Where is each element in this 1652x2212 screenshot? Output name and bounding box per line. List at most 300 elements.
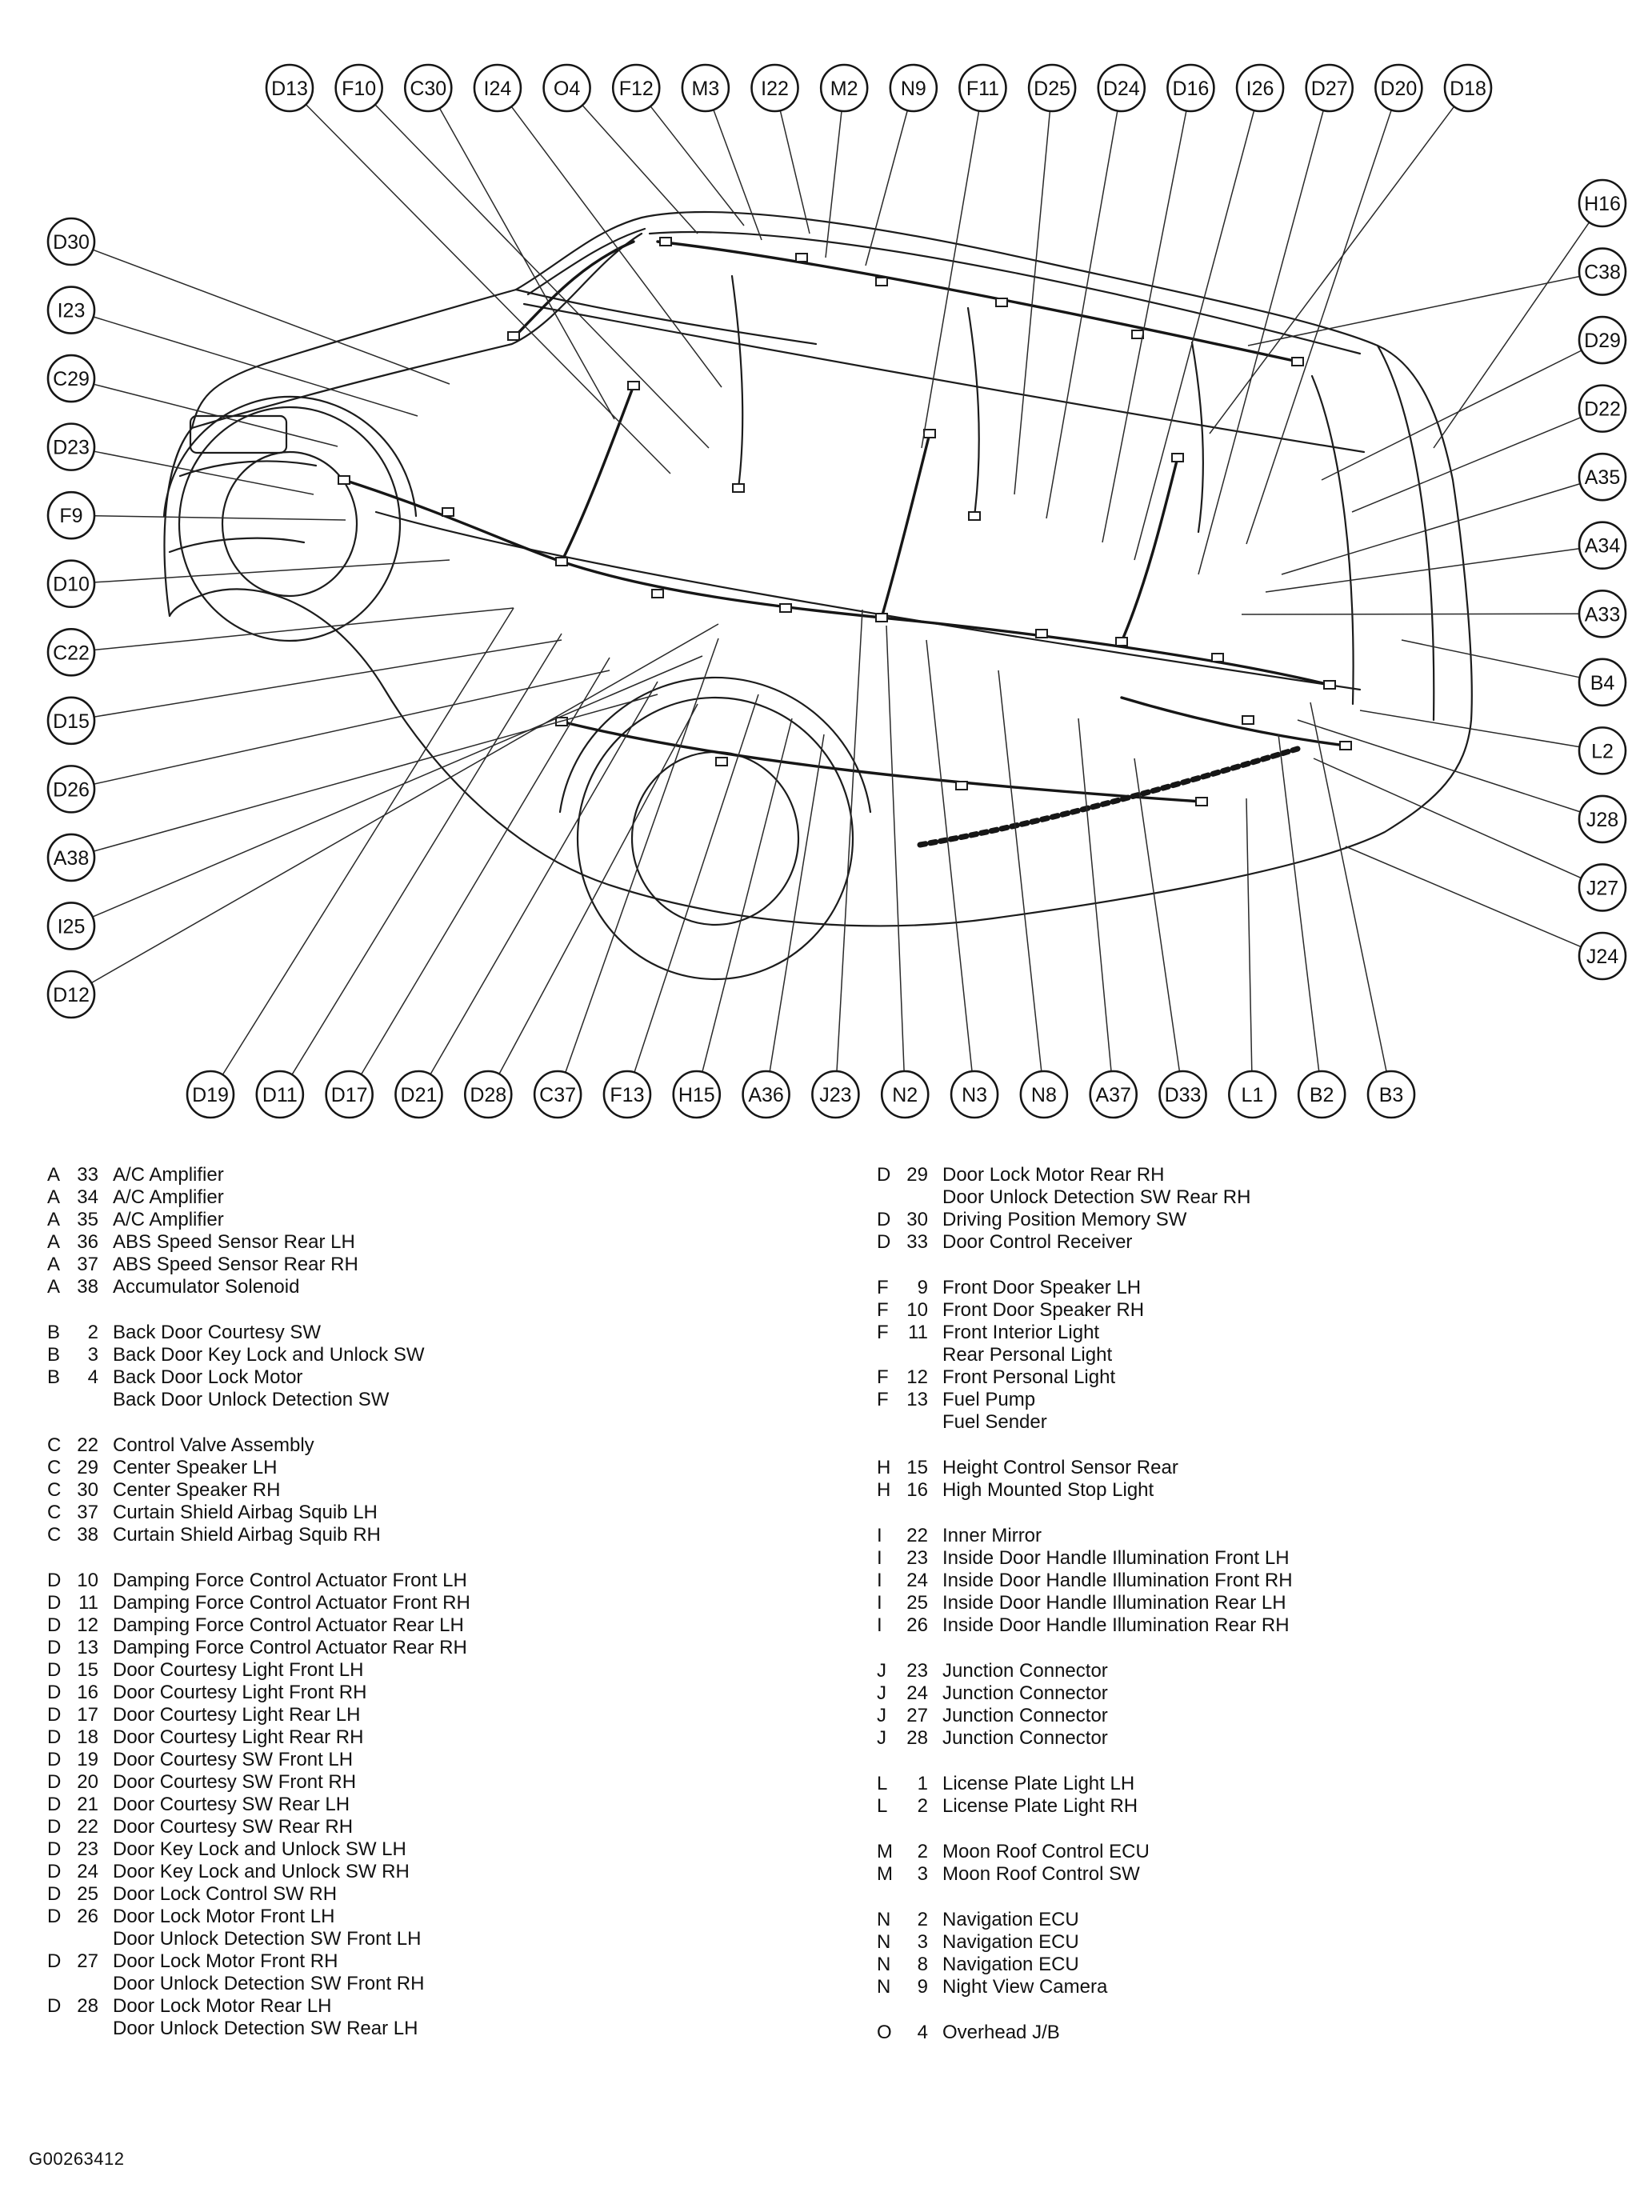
legend-code-letter: D (47, 1838, 62, 1860)
legend-row (47, 1479, 847, 1502)
legend-code-number: 27 (906, 1705, 928, 1726)
legend-item-text: Front Interior Light (942, 1322, 1100, 1343)
legend-code-letter: N (877, 1931, 891, 1953)
legend-row (47, 1838, 847, 1861)
legend-code-number (71, 1389, 98, 1411)
legend-item-text: Door Unlock Detection SW Front LH (113, 1928, 422, 1950)
legend-row (877, 1773, 1629, 1795)
leader-line-J24 (1346, 846, 1581, 947)
legend-row (47, 1457, 847, 1479)
callout-label-F13: F13 (610, 1084, 645, 1106)
legend-code-letter: C (47, 1457, 62, 1478)
legend-code-letter: C (47, 1502, 62, 1523)
callout-label-C38: C38 (1584, 261, 1621, 284)
leader-line-D24 (1046, 111, 1118, 518)
legend-item-text: A/C Amplifier (113, 1164, 224, 1186)
legend-row (47, 1950, 847, 1973)
figure-id: G00263412 (29, 2149, 125, 2169)
legend-code-letter: D (47, 1592, 62, 1614)
legend-code-letter: D (47, 1995, 62, 2017)
legend-code-letter: M (877, 1841, 893, 1862)
legend-code-number: 29 (906, 1164, 928, 1186)
legend-row (877, 1570, 1629, 1592)
legend-group (47, 1434, 847, 1546)
legend-group (877, 1457, 1629, 1502)
legend-row (47, 1502, 847, 1524)
legend-code-number: 13 (906, 1389, 928, 1410)
leader-line-D22 (1352, 418, 1581, 512)
legend-item-text: Back Door Unlock Detection SW (113, 1389, 390, 1410)
legend-code-number: 22 (77, 1434, 98, 1456)
callout-label-D18: D18 (1450, 78, 1486, 100)
legend-row (47, 1322, 847, 1344)
legend-row (47, 1637, 847, 1659)
legend-code-number: 33 (906, 1231, 928, 1253)
legend-code-number: 12 (906, 1366, 928, 1388)
legend-row (47, 1995, 847, 2018)
leader-line-C38 (1248, 277, 1580, 346)
leader-line-I25 (93, 656, 702, 917)
legend-code-number: 4 (87, 1366, 98, 1388)
legend-code-letter: N (877, 1909, 891, 1930)
legend-item-text: Fuel Pump (942, 1389, 1036, 1410)
leader-line-D17 (362, 658, 610, 1074)
legend-code-number: 19 (77, 1749, 98, 1770)
legend-item-text: Back Door Key Lock and Unlock SW (113, 1344, 425, 1366)
legend-row (877, 1909, 1629, 1931)
legend-row (47, 1254, 847, 1276)
legend-code-number: 22 (77, 1816, 98, 1838)
legend-code-letter: D (47, 1794, 62, 1815)
legend-code-letter: D (47, 1861, 62, 1882)
callout-label-H15: H15 (678, 1084, 715, 1106)
callout-label-C29: C29 (53, 368, 90, 391)
legend-item-text: Damping Force Control Actuator Front RH (113, 1592, 470, 1614)
legend-group (47, 1570, 847, 2040)
legend-row (47, 1682, 847, 1704)
legend-code-letter: D (877, 1231, 891, 1253)
legend-code-number (71, 1928, 98, 1950)
legend-row (877, 1164, 1629, 1186)
legend-item-text: Door Key Lock and Unlock SW LH (113, 1838, 406, 1860)
legend-code-letter: B (47, 1344, 61, 1366)
legend-code-number (901, 1344, 928, 1366)
legend-item-text: Door Control Receiver (942, 1231, 1133, 1253)
legend-code-number: 28 (906, 1727, 928, 1749)
legend-row (877, 1457, 1629, 1479)
legend-code-letter: C (47, 1434, 62, 1456)
callout-label-D23: D23 (53, 436, 90, 459)
legend-row (877, 1277, 1629, 1299)
front-wheel-arch (164, 397, 416, 516)
legend-code-number: 12 (77, 1614, 98, 1636)
legend-code-number: 13 (77, 1637, 98, 1658)
legend-code-number: 18 (77, 1726, 98, 1748)
callout-label-D13: D13 (271, 78, 308, 100)
legend-code-number: 35 (77, 1209, 98, 1230)
legend-item-text: Moon Roof Control ECU (942, 1841, 1150, 1862)
legend-item-text: Door Courtesy SW Rear RH (113, 1816, 354, 1838)
callout-label-D33: D33 (1164, 1084, 1202, 1106)
legend-code-letter: I (877, 1525, 882, 1546)
legend-code-number: 38 (77, 1524, 98, 1546)
callout-label-D24: D24 (1102, 78, 1140, 100)
legend-code-number: 9 (917, 1976, 928, 1998)
legend-row (47, 1906, 847, 1928)
legend-item-text: Back Door Lock Motor (113, 1366, 303, 1388)
legend-code-letter: J (877, 1705, 886, 1726)
leader-line-N8 (998, 670, 1042, 1071)
legend-code-letter: D (47, 1771, 62, 1793)
leader-line-D18 (1210, 106, 1454, 434)
legend-item-text: Damping Force Control Actuator Rear LH (113, 1614, 464, 1636)
legend-code-number: 24 (906, 1682, 928, 1704)
legend-code-letter: D (877, 1164, 891, 1186)
legend-item-text: Door Lock Motor Rear LH (113, 1995, 332, 2017)
legend-item-text: License Plate Light RH (942, 1795, 1138, 1817)
legend-code-letter: A (47, 1276, 61, 1298)
legend-code-letter: D (877, 1209, 891, 1230)
legend-item-text: Back Door Courtesy SW (113, 1322, 322, 1343)
legend-code-number: 24 (906, 1570, 928, 1591)
legend-row (877, 1931, 1629, 1954)
callout-label-A34: A34 (1584, 534, 1621, 558)
legend-code-number: 2 (917, 1909, 928, 1930)
legend-code-number: 2 (917, 1841, 928, 1862)
callout-label-D25: D25 (1034, 78, 1071, 100)
legend-item-text: Center Speaker LH (113, 1457, 278, 1478)
legend-code-number: 34 (77, 1186, 98, 1208)
legend-code-number: 11 (78, 1592, 98, 1614)
legend-code-letter: J (877, 1682, 886, 1704)
legend-row (877, 1976, 1629, 1998)
callout-label-D19: D19 (192, 1084, 229, 1106)
legend-row (47, 1276, 847, 1298)
legend-row (47, 1570, 847, 1592)
legend-group (877, 1525, 1629, 1637)
leader-line-D20 (1246, 110, 1391, 545)
legend-code-letter: A (47, 1231, 61, 1253)
legend-code-letter: B (47, 1366, 61, 1388)
legend-group (877, 1909, 1629, 1998)
callout-label-I26: I26 (1246, 78, 1274, 100)
legend-code-number: 15 (77, 1659, 98, 1681)
callout-label-L2: L2 (1591, 740, 1614, 763)
legend-row (47, 1726, 847, 1749)
legend-group (47, 1322, 847, 1411)
legend-row (47, 1209, 847, 1231)
legend-code-letter: D (47, 1749, 62, 1770)
legend-row (47, 1344, 847, 1366)
legend-code-number: 1 (917, 1773, 928, 1794)
legend-item-text: Front Door Speaker LH (942, 1277, 1142, 1298)
legend-code-letter (47, 2018, 71, 2040)
legend-code-number: 3 (917, 1863, 928, 1885)
vehicle-wireframe (164, 212, 1472, 979)
legend-item-text: Moon Roof Control SW (942, 1863, 1140, 1885)
leader-line-A36 (770, 734, 824, 1071)
callout-label-M2: M2 (830, 78, 858, 100)
legend-item-text: Door Courtesy SW Front LH (113, 1749, 354, 1770)
leader-line-F9 (94, 516, 346, 520)
leader-line-D23 (94, 451, 314, 494)
legend-code-letter: N (877, 1976, 891, 1998)
legend-code-number: 36 (77, 1231, 98, 1253)
leader-line-D11 (292, 634, 562, 1074)
legend-code-number: 29 (77, 1457, 98, 1478)
legend-item-text: Door Unlock Detection SW Rear RH (942, 1186, 1251, 1208)
leader-line-A37 (1078, 718, 1111, 1071)
legend-column-left (47, 1164, 847, 2063)
legend-item-text: Junction Connector (942, 1682, 1108, 1704)
legend-code-letter: C (47, 1524, 62, 1546)
leader-line-C22 (94, 608, 514, 650)
legend-item-text: Navigation ECU (942, 1931, 1079, 1953)
legend-item-text: Door Lock Motor Rear RH (942, 1164, 1165, 1186)
legend-row (47, 1861, 847, 1883)
legend-code-number: 10 (77, 1570, 98, 1591)
leader-line-D30 (93, 250, 450, 384)
callout-label-D29: D29 (1584, 330, 1621, 353)
legend-code-number: 17 (77, 1704, 98, 1726)
legend-item-text: Center Speaker RH (113, 1479, 281, 1501)
callout-label-J23: J23 (819, 1084, 852, 1106)
legend-item-text: Door Lock Control SW RH (113, 1883, 338, 1905)
legend-code-letter: I (877, 1570, 882, 1591)
legend-item-text: Rear Personal Light (942, 1344, 1113, 1366)
legend-code-letter: D (47, 1704, 62, 1726)
legend-row (47, 1164, 847, 1186)
legend-code-letter: I (877, 1614, 882, 1636)
legend-code-letter: A (47, 1186, 61, 1208)
callout-label-L1: L1 (1241, 1084, 1264, 1106)
callout-label-A36: A36 (748, 1084, 784, 1106)
legend-row (47, 1928, 847, 1950)
legend-code-letter: F (877, 1299, 889, 1321)
callout-label-B2: B2 (1309, 1084, 1334, 1106)
legend-row (47, 1434, 847, 1457)
legend-code-number: 25 (77, 1883, 98, 1905)
legend-item-text: Junction Connector (942, 1727, 1108, 1749)
leader-line-D10 (94, 560, 450, 582)
legend-code-letter: A (47, 1254, 61, 1275)
callout-label-D17: D17 (330, 1084, 368, 1106)
legend-item-text: Door Courtesy SW Rear LH (113, 1794, 350, 1815)
legend-row (877, 1389, 1629, 1411)
legend-row (47, 2018, 847, 2040)
legend-item-text: Night View Camera (942, 1976, 1108, 1998)
legend-code-letter: L (877, 1773, 888, 1794)
legend-item-text: High Mounted Stop Light (942, 1479, 1154, 1501)
leader-line-J27 (1314, 758, 1582, 878)
callout-label-A37: A37 (1095, 1084, 1131, 1106)
legend-code-number: 2 (917, 1795, 928, 1817)
callout-label-N3: N3 (962, 1084, 988, 1106)
legend-code-letter: D (47, 1906, 62, 1927)
callout-label-M3: M3 (691, 78, 720, 100)
callout-label-C30: C30 (410, 78, 447, 100)
legend-code-number: 24 (77, 1861, 98, 1882)
callout-label-D21: D21 (400, 1084, 438, 1106)
legend-item-text: Fuel Sender (942, 1411, 1047, 1433)
rear-wheel (578, 698, 853, 979)
legend-item-text: Inside Door Handle Illumination Rear LH (942, 1592, 1286, 1614)
legend-item-text: Navigation ECU (942, 1954, 1079, 1975)
legend-code-number: 30 (77, 1479, 98, 1501)
legend-item-text: Accumulator Solenoid (113, 1276, 300, 1298)
legend-row (877, 1366, 1629, 1389)
callout-label-C22: C22 (53, 642, 90, 665)
legend-row (877, 1344, 1629, 1366)
legend-item-text: Door Unlock Detection SW Front RH (113, 1973, 425, 1994)
callout-label-D27: D27 (1310, 78, 1348, 100)
legend-group (877, 1660, 1629, 1750)
legend-item-text: Door Courtesy Light Rear LH (113, 1704, 361, 1726)
legend-code-letter: H (877, 1479, 891, 1501)
legend-row (877, 1592, 1629, 1614)
legend-item-text: Junction Connector (942, 1660, 1108, 1682)
legend-row (47, 1366, 847, 1389)
callout-label-F12: F12 (618, 78, 654, 100)
legend-item-text: Door Key Lock and Unlock SW RH (113, 1861, 410, 1882)
legend-row (877, 1660, 1629, 1682)
callout-label-I24: I24 (483, 78, 512, 100)
callout-label-A35: A35 (1584, 466, 1621, 490)
legend-row (877, 1479, 1629, 1502)
legend-row (877, 1547, 1629, 1570)
legend-code-number (901, 1411, 928, 1434)
legend-code-letter: A (47, 1209, 61, 1230)
legend-row (47, 1389, 847, 1411)
legend-item-text: Door Courtesy Light Rear RH (113, 1726, 364, 1748)
legend-row (877, 1705, 1629, 1727)
legend-code-letter: O (877, 2022, 892, 2043)
legend-code-number: 37 (77, 1502, 98, 1523)
legend-item-text: Door Unlock Detection SW Rear LH (113, 2018, 418, 2039)
legend-item-text: Door Lock Motor Front LH (113, 1906, 335, 1927)
legend-row (877, 1525, 1629, 1547)
legend-code-number: 23 (77, 1838, 98, 1860)
legend-code-letter: D (47, 1570, 62, 1591)
legend-code-number (71, 1973, 98, 1995)
legend-code-letter: D (47, 1637, 62, 1658)
callout-label-D30: D30 (53, 231, 90, 254)
leader-line-D28 (499, 704, 698, 1074)
legend-code-number: 16 (906, 1479, 928, 1501)
legend-row (877, 1186, 1629, 1209)
legend-code-number: 33 (77, 1164, 98, 1186)
callout-label-D10: D10 (53, 573, 90, 596)
leader-line-J23 (837, 610, 862, 1071)
leader-line-D21 (430, 682, 658, 1074)
legend-code-number: 22 (906, 1525, 928, 1546)
callout-label-D22: D22 (1584, 398, 1621, 421)
legend-code-letter: I (877, 1592, 882, 1614)
legend-code-letter (47, 1973, 71, 1995)
leader-line-N2 (886, 626, 904, 1071)
legend-row (47, 1973, 847, 1995)
leader-line-O4 (582, 106, 698, 234)
leader-line-B3 (1310, 702, 1386, 1072)
legend-row (877, 1209, 1629, 1231)
legend-group (877, 1277, 1629, 1434)
callout-label-F10: F10 (342, 78, 377, 100)
legend-code-number: 3 (87, 1344, 98, 1366)
callout-label-A33: A33 (1584, 603, 1621, 626)
callout-label-D16: D16 (1172, 78, 1210, 100)
legend-code-number: 23 (906, 1547, 928, 1569)
legend-code-number: 37 (77, 1254, 98, 1275)
legend-item-text: Curtain Shield Airbag Squib RH (113, 1524, 381, 1546)
legend-item-text: Inside Door Handle Illumination Front LH (942, 1547, 1290, 1569)
legend-item-text: A/C Amplifier (113, 1209, 224, 1230)
leader-line-M3 (714, 110, 762, 240)
legend-code-number: 28 (77, 1995, 98, 2017)
leader-line-N9 (866, 110, 907, 266)
legend-item-text: Inner Mirror (942, 1525, 1042, 1546)
callout-label-J27: J27 (1586, 877, 1619, 900)
legend-item-text: Front Personal Light (942, 1366, 1116, 1388)
legend-row (877, 1682, 1629, 1705)
callout-label-I25: I25 (57, 915, 86, 938)
legend-code-letter: B (47, 1322, 61, 1343)
legend-row (47, 1883, 847, 1906)
legend-item-text: Overhead J/B (942, 2022, 1060, 2043)
legend-row (47, 1794, 847, 1816)
callout-label-J24: J24 (1586, 946, 1619, 968)
legend-row (47, 1524, 847, 1546)
callout-label-D11: D11 (262, 1084, 298, 1106)
legend-code-letter: L (877, 1795, 888, 1817)
callout-label-D26: D26 (53, 778, 90, 802)
legend-item-text: ABS Speed Sensor Rear LH (113, 1231, 355, 1253)
legend-code-number: 3 (917, 1931, 928, 1953)
leader-line-F13 (634, 694, 758, 1072)
legend-row (47, 1186, 847, 1209)
legend-code-letter: F (877, 1366, 889, 1388)
legend-row (47, 1659, 847, 1682)
callout-label-O4: O4 (553, 78, 581, 100)
legend-row (47, 1704, 847, 1726)
callout-label-F9: F9 (59, 505, 83, 528)
leader-line-J28 (1298, 720, 1580, 812)
legend-code-number: 26 (77, 1906, 98, 1927)
leader-line-A35 (1282, 484, 1580, 574)
legend-code-number: 26 (906, 1614, 928, 1636)
leader-line-L2 (1360, 710, 1579, 747)
legend-row (877, 1727, 1629, 1750)
legend-item-text: Door Courtesy Light Front RH (113, 1682, 367, 1703)
legend-item-text: Navigation ECU (942, 1909, 1079, 1930)
legend-group (877, 2022, 1629, 2044)
legend-code-number: 16 (77, 1682, 98, 1703)
legend-code-letter: A (47, 1164, 61, 1186)
leader-line-D19 (222, 608, 514, 1074)
legend-row (877, 1954, 1629, 1976)
leader-line-D15 (94, 640, 562, 717)
legend-code-number: 30 (906, 1209, 928, 1230)
leader-line-M2 (826, 111, 842, 258)
leader-line-B2 (1278, 734, 1319, 1071)
legend-row (877, 1322, 1629, 1344)
legend-code-letter (877, 1411, 901, 1434)
legend-code-number: 23 (906, 1660, 928, 1682)
legend-group (47, 1164, 847, 1298)
callout-label-D12: D12 (53, 984, 90, 1006)
leader-line-I22 (780, 110, 810, 234)
leader-line-D12 (91, 624, 718, 983)
legend-item-text: Driving Position Memory SW (942, 1209, 1187, 1230)
